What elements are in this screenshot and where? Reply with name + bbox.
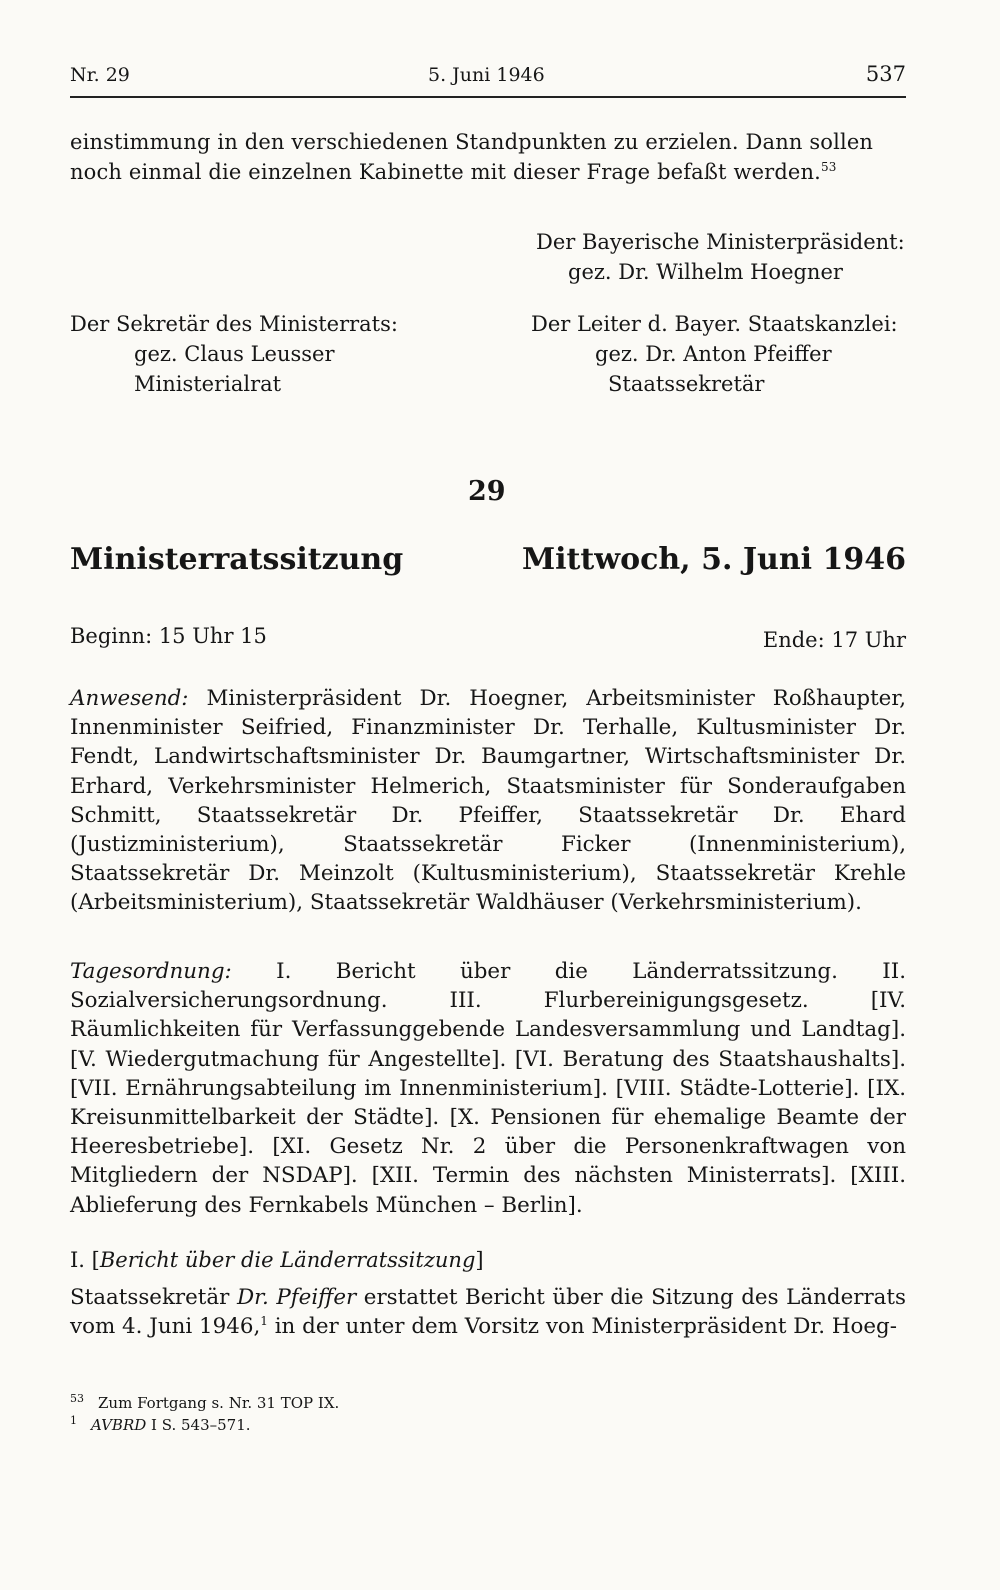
agenda-paragraph xyxy=(70,957,906,1220)
page-number: 537 xyxy=(865,62,906,86)
protocol-number: 29 xyxy=(468,476,506,507)
intro-line-2: noch einmal die einzelnen Kabinette mit dieser Frage befaßt werden.$^{53}$ xyxy=(70,160,837,184)
header-date: 5. Juni 1946 xyxy=(428,64,545,86)
pm-role: Der Bayerische Ministerpräsident: xyxy=(536,230,905,254)
section-1-paragraph: Staatssekretär Dr. Pfeiffer erstattet Bericht über die Sitzung des Länderrats vom 4. Juni 1946,$^1$ in der unter dem Vorsitz von Ministerpräsident Dr. Hoeg- xyxy=(70,1285,906,1340)
footnote-1: $^1$ AVBRD I S. 543–571. xyxy=(70,1414,251,1434)
meeting-end: Ende: 17 Uhr xyxy=(762,628,906,652)
secretary-role: Der Sekretär des Ministerrats: xyxy=(70,312,398,336)
speaker-name: Dr. Pfeiffer xyxy=(236,1285,357,1310)
secretary-name: gez. Claus Leusser xyxy=(134,342,335,366)
protocol-title: Ministerratssitzung xyxy=(70,542,404,577)
chancellery-title: Staatssekretär xyxy=(608,372,765,396)
header-rule xyxy=(70,96,906,98)
attendance-label: Anwesend: xyxy=(70,686,189,711)
pm-name: gez. Dr. Wilhelm Hoegner xyxy=(568,260,843,284)
agenda-text: I. Bericht über die Länderratssitzung. II. Sozialversicherungsordnung. III. Flurbereinigungsgesetz. [IV. Räumlichkeiten für Verfassunggebende Landesversammlung und Landtag]. [V. Wiedergutmachung für Angestellte]. [VI. Beratung des Staatshaushalts]. [VII. Ernährungsabteilung im Innenministerium]. [VIII. Städte-Lotterie]. [IX. Kreisunmittelbarkeit der Städte]. [X. Pensionen für ehemalige Beamte der Heeresbetriebe]. [XI. Gesetz Nr. 2 über die Personenkraftwagen von Mitgliedern der NSDAP]. [XII. Termin des nächsten Ministerrats]. [XIII. Ablieferung des Fernkabels München – Berlin]. xyxy=(70,959,906,1218)
footnote-ref-53: 53 xyxy=(821,160,837,174)
meeting-begin: Beginn: 15 Uhr 15 xyxy=(70,624,267,648)
section-1-heading: I. [Bericht über die Länderratssitzung] xyxy=(70,1248,484,1272)
footnote-53: $^{53}$ Zum Fortgang s. Nr. 31 TOP IX. xyxy=(70,1392,340,1412)
chancellery-role: Der Leiter d. Bayer. Staatskanzlei: xyxy=(531,312,898,336)
chancellery-name: gez. Dr. Anton Pfeiffer xyxy=(595,342,832,366)
protocol-date: Mittwoch, 5. Juni 1946 xyxy=(521,542,906,577)
attendance-paragraph xyxy=(70,684,906,918)
intro-line-1: einstimmung in den verschiedenen Standpunkten zu erzielen. Dann sollen xyxy=(70,130,874,154)
secretary-title: Ministerialrat xyxy=(134,372,282,396)
agenda-label: Tagesordnung: xyxy=(70,959,232,984)
footnote-ref-1: 1 xyxy=(260,1314,268,1329)
attendance-text: Ministerpräsident Dr. Hoegner, Arbeitsminister Roßhaupter, Innenminister Seifried, Finanzminister Dr. Terhalle, Kultusminister Dr. Fendt, Landwirtschaftsminister Dr. Baumgartner, Wirtschaftsminister Dr. Erhard, Verkehrsminister Helmerich, Staatsminister für Sonderaufgaben Schmitt, Staatssekretär Dr. Pfeiffer, Staatssekretär Dr. Ehard (Justizministerium), Staatssekretär Ficker (Innenministerium), Staatssekretär Dr. Meinzolt (Kultusministerium), Staatssekretär Krehle (Arbeitsministerium), Staatssekretär Waldhäuser (Verkehrsministerium). xyxy=(70,686,906,916)
header-number: Nr. 29 xyxy=(70,64,130,86)
